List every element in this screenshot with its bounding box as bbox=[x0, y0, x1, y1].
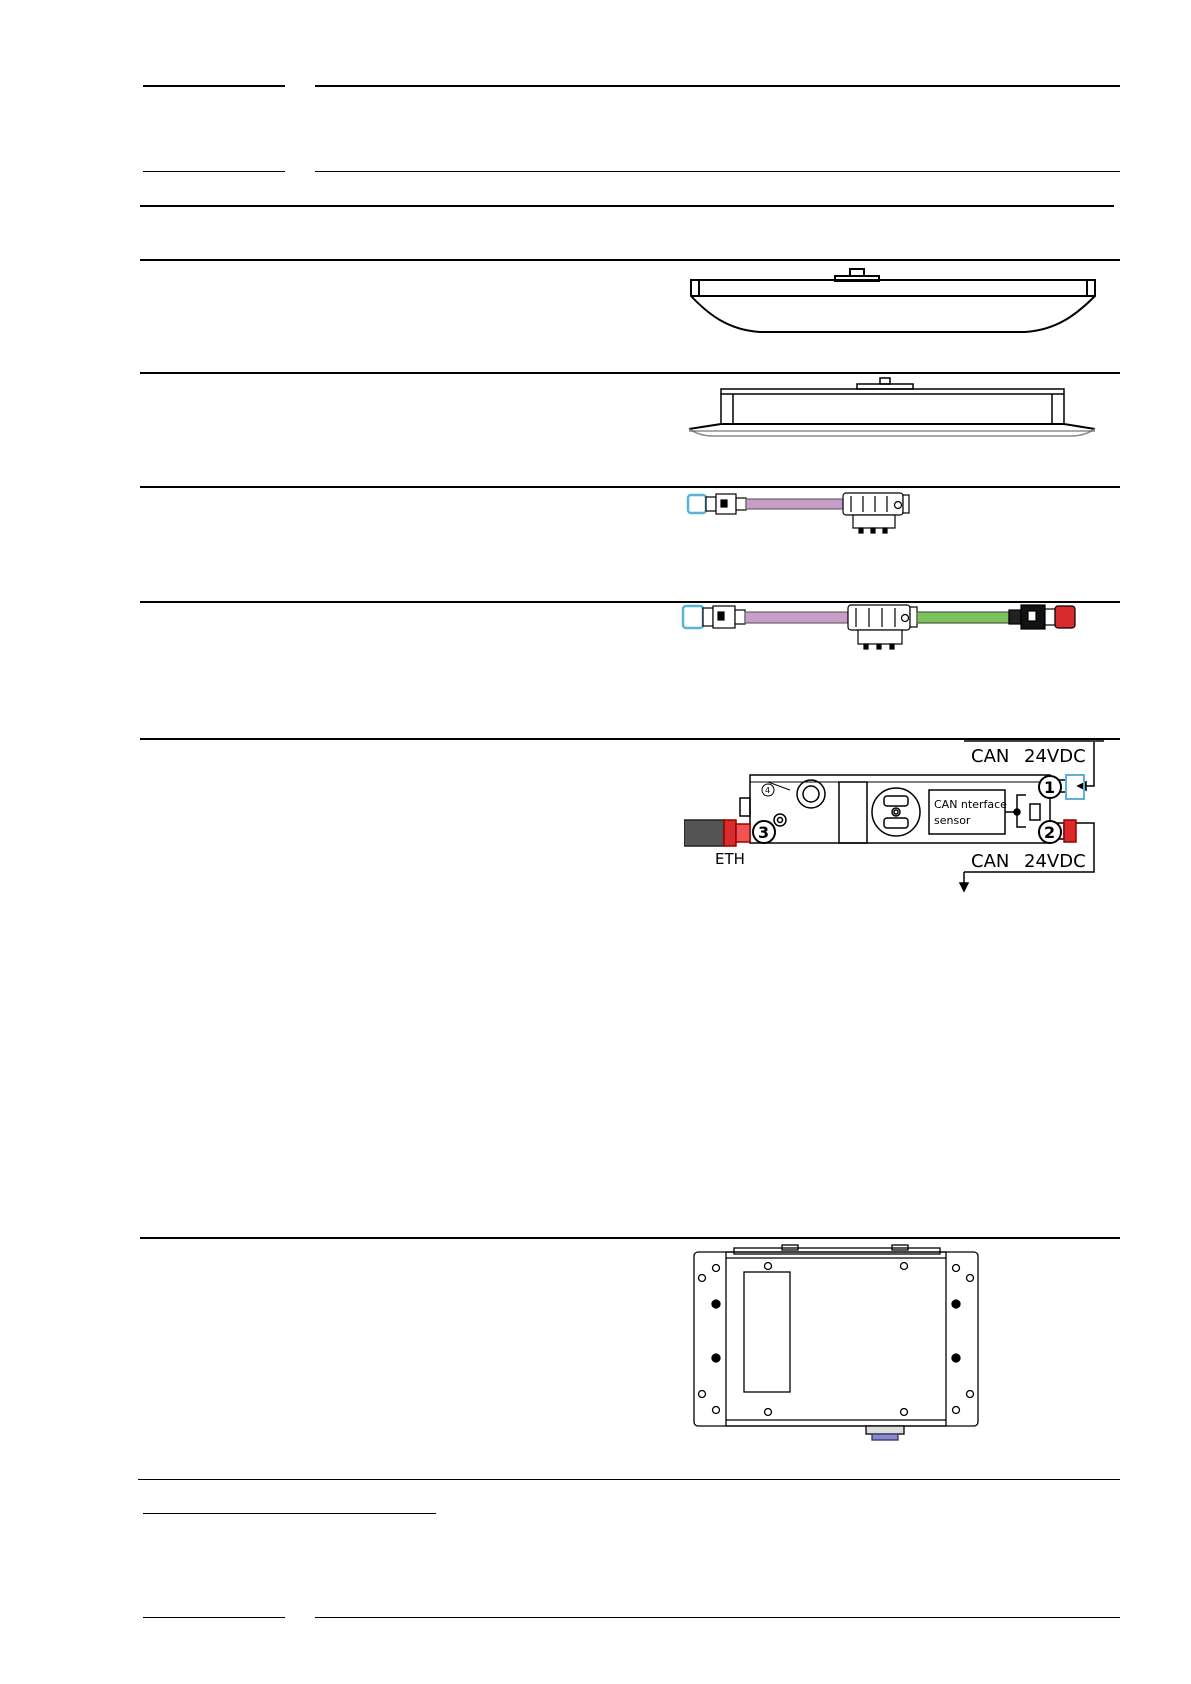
device-side-view-figure bbox=[685, 268, 1100, 340]
sensor-dual-cable-figure bbox=[680, 600, 1090, 662]
port-4-number: 4 bbox=[765, 786, 771, 795]
wiring-24vdc-top-label: 24VDC bbox=[1024, 746, 1086, 767]
footer-rule-left bbox=[143, 1617, 285, 1618]
wiring-can-top-label: CAN bbox=[971, 746, 1010, 767]
table-row-rule-1 bbox=[140, 259, 1120, 261]
wiring-24vdc-bottom-label: 24VDC bbox=[1024, 851, 1086, 872]
sensor-label-line2: sensor bbox=[934, 814, 971, 827]
footnote-rule bbox=[143, 1513, 436, 1514]
can-wiring-diagram bbox=[684, 740, 1104, 900]
header-rule-right-top bbox=[315, 85, 1120, 87]
footer-rule-right bbox=[315, 1617, 1120, 1618]
wiring-can-bottom-label: CAN bbox=[971, 851, 1010, 872]
table-row-rule-2 bbox=[140, 372, 1120, 374]
port-3-number: 3 bbox=[758, 823, 770, 842]
table-bottom-rule bbox=[138, 1479, 1120, 1480]
table-row-rule-6 bbox=[140, 1237, 1120, 1239]
table-row-rule-3 bbox=[140, 486, 1120, 488]
mounting-plate-figure bbox=[692, 1244, 982, 1456]
header-rule-right-bottom bbox=[315, 171, 1120, 172]
port-1-number: 1 bbox=[1044, 778, 1056, 797]
port-2-number: 2 bbox=[1044, 823, 1056, 842]
eth-label: ETH bbox=[715, 850, 745, 868]
header-rule-left-bottom bbox=[143, 171, 285, 172]
sensor-label-line1: CAN nterface bbox=[934, 798, 1007, 811]
table-top-rule bbox=[140, 205, 1114, 207]
sensor-cable-figure bbox=[685, 488, 945, 544]
device-flat-view-figure bbox=[685, 376, 1100, 438]
header-rule-left-top bbox=[143, 85, 285, 87]
